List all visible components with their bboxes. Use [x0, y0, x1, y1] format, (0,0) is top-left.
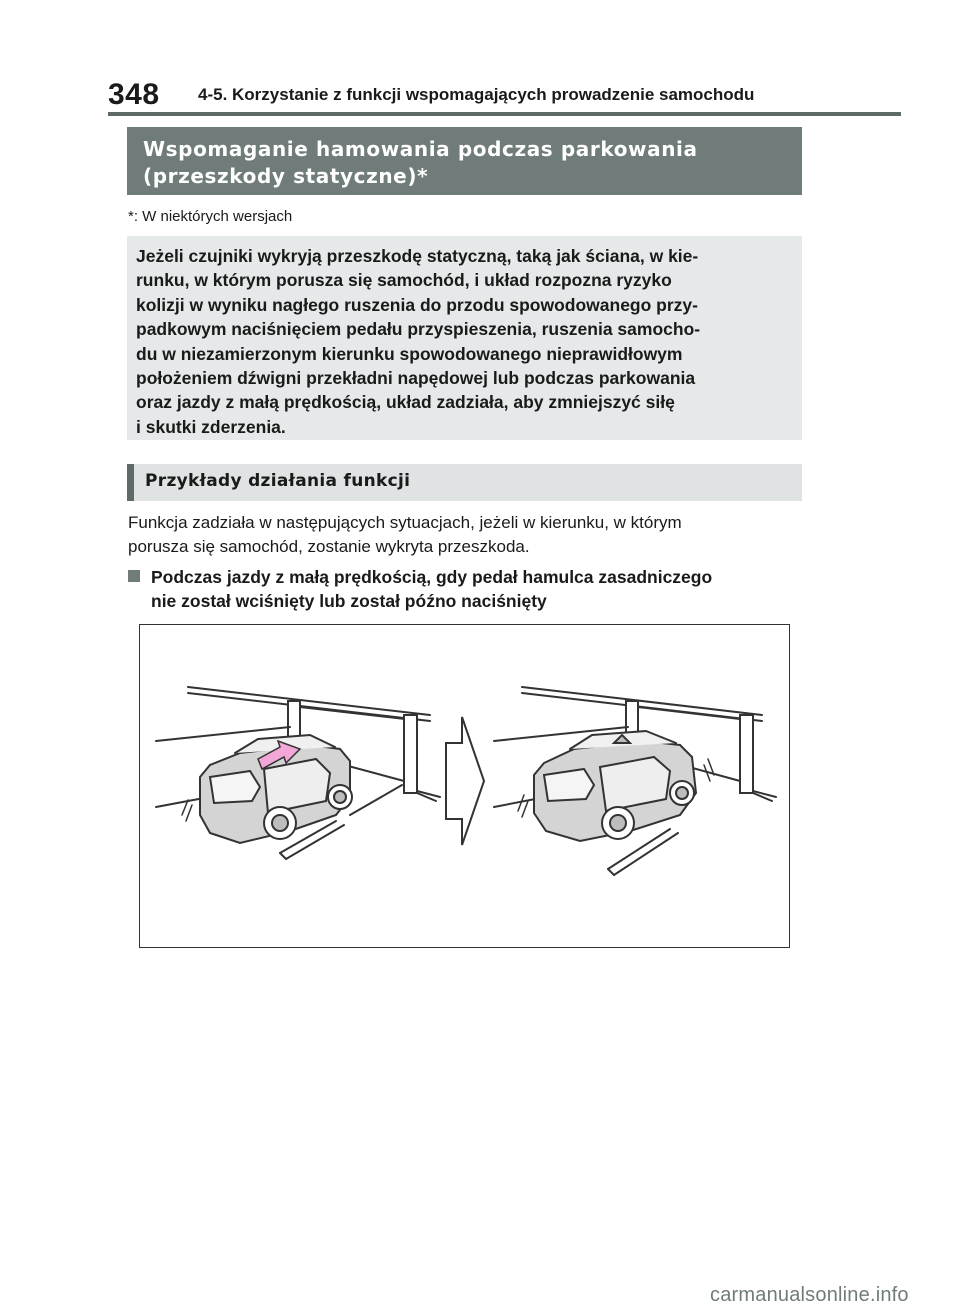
- parking-line: [280, 853, 286, 859]
- bullet-line: nie został wciśnięty lub został późno naciśnięty: [151, 591, 547, 611]
- parking-line: [614, 833, 678, 875]
- parking-line: [608, 869, 614, 875]
- bullet-square-icon: [128, 570, 140, 582]
- intro-line: kolizji w wyniku nagłego ruszenia do przodu spowodowanego przy-: [136, 294, 698, 315]
- body-text: [128, 511, 808, 559]
- body-line: Funkcja zadziała w następujących sytuacjach, jeżeli w kierunku, w którym: [128, 513, 682, 532]
- bullet-item: [128, 565, 808, 613]
- parking-line: [350, 785, 402, 815]
- illustration: [139, 624, 790, 948]
- transition-arrow-icon: [446, 717, 484, 845]
- intro-line: runku, w którym porusza się samochód, i układ rozpozna ryzyko: [136, 270, 672, 291]
- intro-line: padkowym naciśnięciem pedału przyspieszenia, ruszenia samocho-: [136, 319, 701, 340]
- intro-line: Jeżeli czujniki wykryją przeszkodę statyczną, taką jak ściana, w kie-: [136, 246, 699, 266]
- car-icon: [518, 731, 714, 841]
- section-title: Wspomaganie hamowania podczas parkowania (przeszkody statyczne)*: [127, 127, 802, 195]
- intro-line: położeniem dźwigni przekładni napędowej lub podczas parkowania: [136, 368, 696, 389]
- header-rule: [108, 112, 901, 116]
- scene-before-icon: [156, 687, 440, 859]
- body-line: porusza się samochód, zostanie wykryta przeszkoda.: [128, 537, 530, 556]
- bullet-line: Podczas jazdy z małą prędkością, gdy pedał hamulca zasadniczego: [151, 567, 713, 587]
- intro-line: i skutki zderzenia.: [136, 416, 286, 437]
- intro-box: [127, 236, 802, 440]
- page-number: 348: [108, 78, 160, 111]
- footnote: *: W niektórych wersjach: [128, 208, 293, 225]
- intro-line: oraz jazdy z małą prędkością, układ zadziała, aby zmniejszyć siłę: [136, 392, 675, 413]
- chapter-title: 4-5. Korzystanie z funkcji wspomagających prowadzenie samochodu: [198, 85, 755, 104]
- intro-line: du w niezamierzonym kierunku spowodowanego nieprawidłowym: [136, 343, 683, 364]
- subsection-title: Przykłady działania funkcji: [127, 464, 802, 501]
- parking-illustration: [140, 625, 789, 947]
- watermark: carmanualsonline.info: [710, 1284, 909, 1306]
- scene-after-icon: [494, 687, 776, 875]
